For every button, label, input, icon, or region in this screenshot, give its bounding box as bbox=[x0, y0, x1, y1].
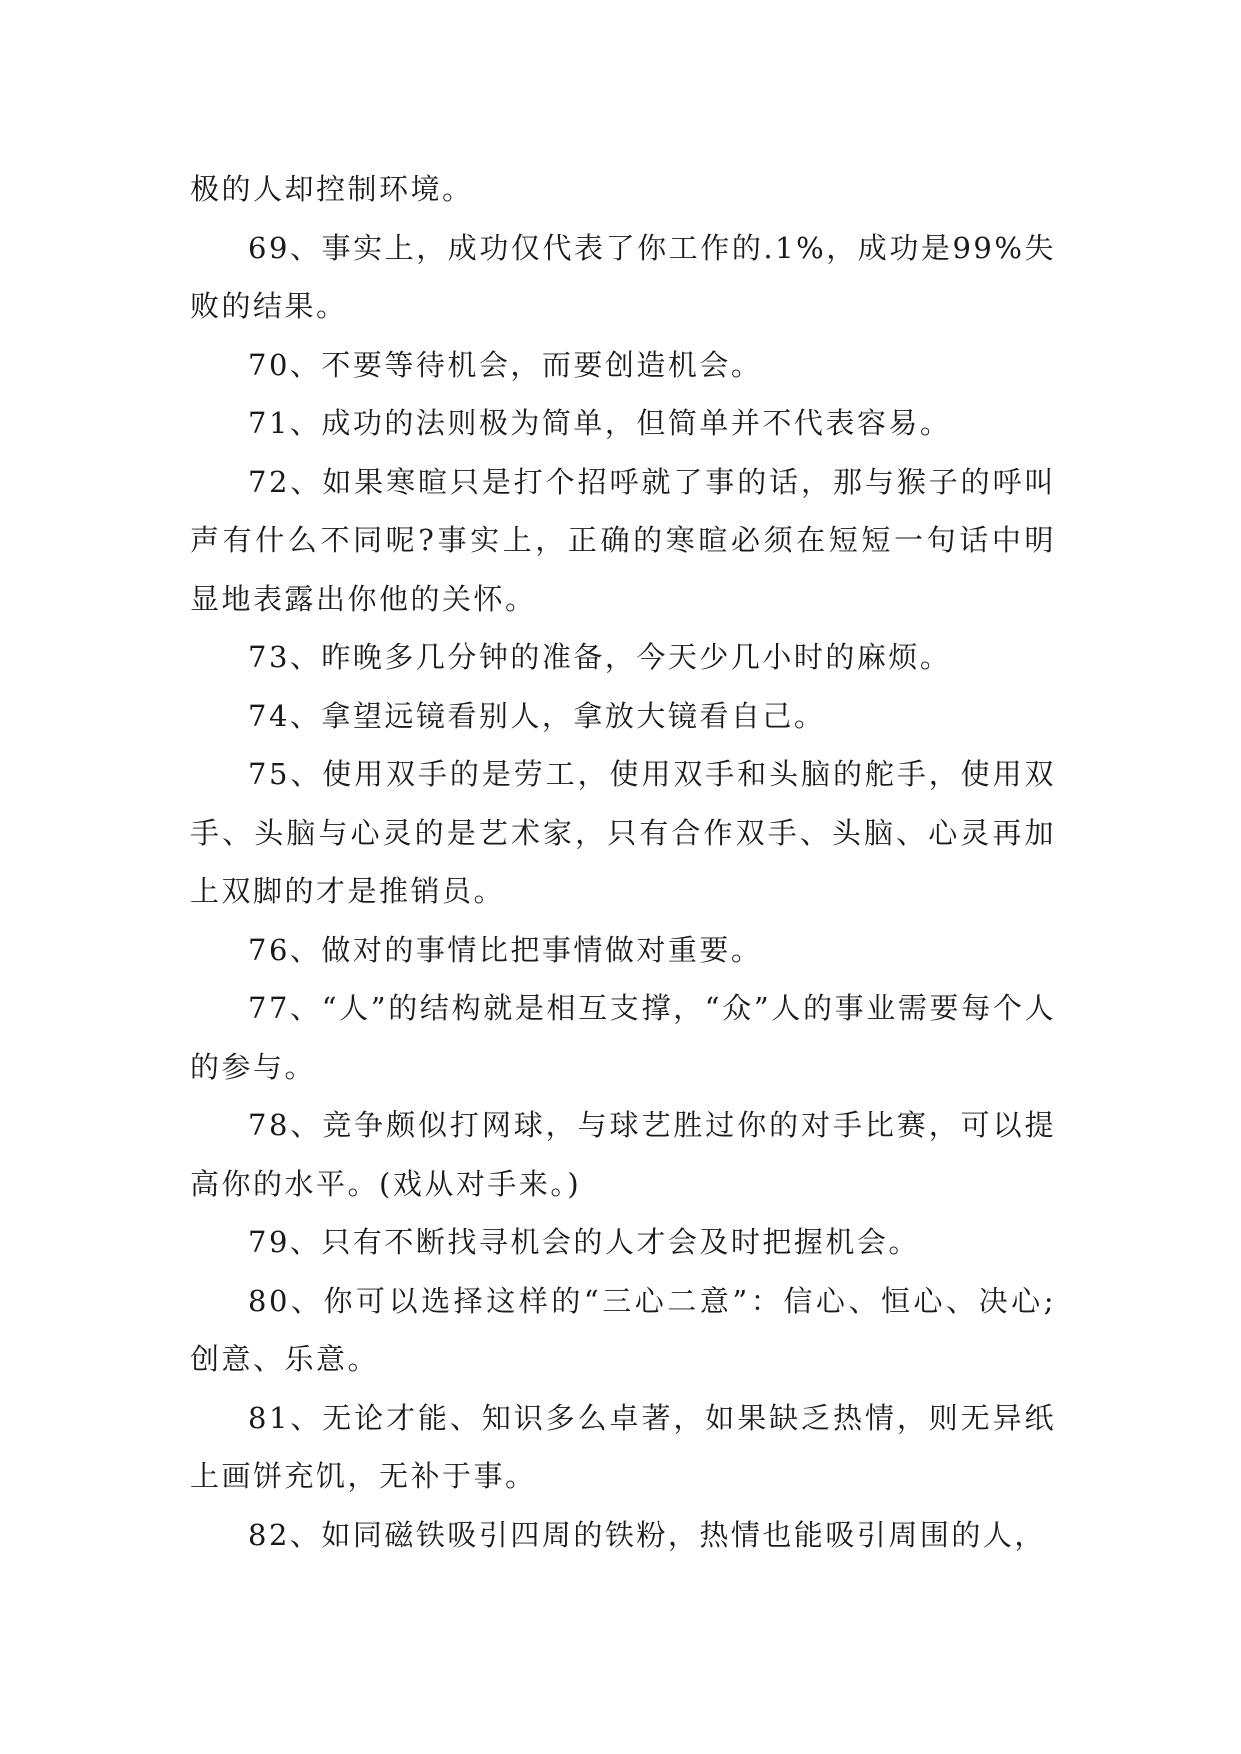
paragraph-79: 79、只有不断找寻机会的人才会及时把握机会。 bbox=[248, 1225, 920, 1259]
paragraph-71: 71、成功的法则极为简单，但简单并不代表容易。 bbox=[248, 406, 952, 440]
paragraph-70: 70、不要等待机会，而要创造机会。 bbox=[248, 347, 763, 382]
paragraph-76: 76、做对的事情比把事情做对重要。 bbox=[248, 932, 763, 967]
paragraph-82: 82、如同磁铁吸引四周的铁粉，热情也能吸引周围的人， bbox=[248, 1517, 1046, 1552]
paragraph-73: 73、昨晚多几分钟的准备，今天少几小时的麻烦。 bbox=[248, 640, 952, 674]
paragraph-74: 74、拿望远镜看别人，拿放大镜看自己。 bbox=[248, 698, 826, 733]
document-body bbox=[190, 160, 1056, 1564]
paragraph-78: 78、竞争颇似打网球，与球艺胜过你的对手比赛，可以提高你的水平。(戏从对手来。) bbox=[190, 1108, 1056, 1201]
paragraph-81: 81、无论才能、知识多么卓著，如果缺乏热情，则无异纸上画饼充饥，无补于事。 bbox=[190, 1400, 1056, 1493]
paragraph-69: 69、事实上，成功仅代表了你工作的.1%，成功是99%失败的结果。 bbox=[190, 230, 1056, 323]
paragraph-80: 80、你可以选择这样的“三心二意”：信心、恒心、决心;创意、乐意。 bbox=[190, 1283, 1056, 1376]
paragraph-77: 77、“人”的结构就是相互支撑，“众”人的事业需要每个人的参与。 bbox=[190, 991, 1056, 1084]
paragraph-continuation: 极的人却控制环境。 bbox=[190, 172, 474, 206]
paragraph-72: 72、如果寒暄只是打个招呼就了事的话，那与猴子的呼叫声有什么不同呢?事实上，正确的寒暄必须在短短一句话中明显地表露出你他的关怀。 bbox=[190, 464, 1056, 616]
paragraph-75: 75、使用双手的是劳工，使用双手和头脑的舵手，使用双手、头脑与心灵的是艺术家，只有合作双手、头脑、心灵再加上双脚的才是推销员。 bbox=[190, 757, 1056, 908]
